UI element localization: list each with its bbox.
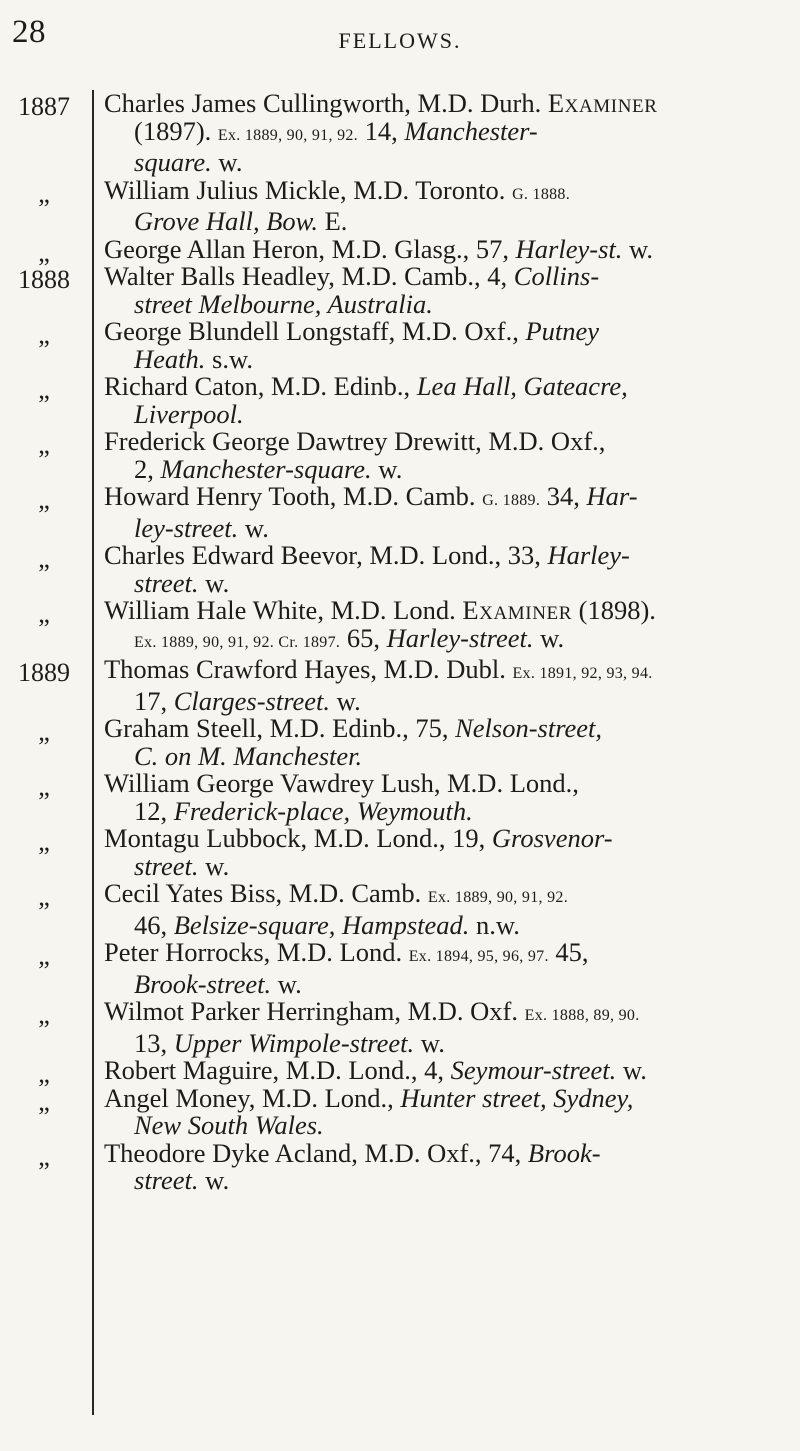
text-segment: s.w. <box>205 343 253 374</box>
text-segment: George Blundell Longstaff, M.D. Oxf., <box>104 316 526 346</box>
fellow-entry <box>0 715 800 770</box>
text-segment: Theodore Dyke Acland, M.D. Oxf., 74, <box>104 1137 528 1168</box>
exam-record-segment: Ex. 1889, 90, 91, 92. <box>427 889 568 906</box>
exam-record-segment: Ex. 1888, 89, 90. <box>524 1007 640 1024</box>
fellow-entry <box>0 90 800 177</box>
office-segment: Examiner <box>547 88 658 118</box>
entry-continuation-line <box>104 1167 784 1195</box>
entry-continuation-line <box>104 208 784 236</box>
text-segment: w. <box>330 685 361 716</box>
entry-first-line <box>104 233 784 264</box>
entry-continuation-line <box>104 512 784 543</box>
election-year: 1887 <box>18 92 70 121</box>
fellow-text <box>104 998 784 1057</box>
entry-first-line <box>104 770 784 798</box>
address-segment: New South Wales. <box>134 1110 324 1140</box>
fellow-entry <box>0 656 800 715</box>
address-segment: Clarges-street. <box>173 685 331 716</box>
text-segment: Richard Caton, M.D. Edinb., <box>104 371 417 401</box>
text-segment: William Hale White, M.D. Lond. <box>104 595 463 625</box>
election-year: „ <box>38 178 50 208</box>
fellow-entry <box>0 318 800 373</box>
fellow-entry <box>0 542 800 597</box>
exam-record-segment: G. 1888. <box>512 185 571 203</box>
entry-first-line <box>104 998 784 1030</box>
entry-continuation-line <box>104 567 784 598</box>
fellow-entry <box>0 770 800 825</box>
fellow-entry <box>0 1055 800 1088</box>
fellow-text <box>104 825 784 880</box>
fellow-entry <box>0 263 800 318</box>
text-segment: Walter Balls Headley, M.D. Camb., 4, <box>104 261 514 291</box>
entry-continuation-line <box>104 968 784 999</box>
address-segment: Harley-st. <box>515 233 623 264</box>
text-segment: w. <box>616 1055 647 1085</box>
address-segment: street. <box>134 1165 199 1195</box>
fellow-text <box>104 770 784 825</box>
election-year: „ <box>38 717 50 746</box>
fellow-text <box>104 174 784 236</box>
entry-first-line <box>104 90 784 118</box>
text-segment: George Allan Heron, M.D. Glasg., 57, <box>104 233 516 264</box>
text-segment: Frederick George Dawtrey Drewitt, M.D. Oxf., <box>104 426 606 456</box>
address-segment: ley-street. <box>134 512 239 543</box>
address-segment: Nelson-street, <box>455 713 603 743</box>
fellow-text <box>104 656 784 715</box>
election-year: „ <box>38 544 50 573</box>
text-segment: Charles Edward Beevor, M.D. Lond., 33, <box>104 540 548 570</box>
fellow-text <box>104 428 784 483</box>
text-segment: Robert Maguire, M.D. Lond., 4, <box>104 1055 451 1085</box>
address-segment: Heath. <box>134 343 206 374</box>
entry-continuation-line <box>104 795 784 826</box>
text-segment: Angel Money, M.D. Lond., <box>104 1082 401 1113</box>
address-segment: Seymour-street. <box>450 1055 617 1085</box>
text-segment: Graham Steell, M.D. Edinb., 75, <box>104 713 456 743</box>
election-year: „ <box>38 941 50 970</box>
entry-first-line <box>104 715 784 743</box>
fellow-text <box>104 542 784 597</box>
fellow-entry <box>0 998 800 1057</box>
entry-first-line <box>104 373 784 401</box>
text-segment: Cecil Yates Biss, M.D. Camb. <box>104 878 428 908</box>
address-segment: Frederick-place, Weymouth. <box>173 795 473 826</box>
entry-continuation-line <box>104 115 784 150</box>
entry-first-line <box>104 318 784 346</box>
fellow-text <box>104 597 784 656</box>
entry-first-line <box>104 1137 784 1168</box>
address-segment: Grosvenor- <box>491 823 613 853</box>
address-segment: street Melbourne, Australia. <box>134 288 433 319</box>
election-year: 1889 <box>18 658 70 687</box>
election-year: 1888 <box>18 265 70 294</box>
text-segment: William George Vawdrey Lush, M.D. Lond., <box>104 768 579 798</box>
text-segment: Howard Henry Tooth, M.D. Camb. <box>104 481 483 511</box>
text-segment: 45, <box>548 937 589 967</box>
text-segment: w. <box>211 147 243 177</box>
election-year: „ <box>38 430 50 459</box>
address-segment: Lea Hall, Gateacre, <box>416 371 628 401</box>
fellow-entry <box>0 373 800 428</box>
text-segment: 14, <box>357 115 405 146</box>
fellow-text <box>104 1082 784 1140</box>
fellow-entry <box>0 880 800 939</box>
text-segment: w. <box>622 233 654 264</box>
address-segment: Harley- <box>547 540 630 570</box>
text-segment: w. <box>533 622 565 653</box>
fellow-text <box>104 483 784 542</box>
entry-continuation-line <box>104 1112 784 1140</box>
address-segment: Collins- <box>513 261 600 291</box>
entry-continuation-line <box>104 343 784 374</box>
address-segment: C. on M. Manchester. <box>134 740 363 771</box>
election-year: „ <box>38 1059 50 1088</box>
address-segment: Brook-street. <box>134 968 272 999</box>
entry-continuation-line <box>104 740 784 771</box>
text-segment: Peter Horrocks, M.D. Lond. <box>104 937 409 967</box>
text-segment: w. <box>198 1165 230 1195</box>
text-segment: Charles James Cullingworth, M.D. Durh. <box>104 88 548 118</box>
exam-record-segment: Ex. 1889, 90, 91, 92. <box>217 126 358 144</box>
entry-continuation-line <box>104 909 784 940</box>
entry-first-line <box>104 263 784 291</box>
address-segment: Grove Hall, Bow. <box>134 206 318 236</box>
text-segment: Montagu Lubbock, M.D. Lond., 19, <box>104 823 492 853</box>
text-segment: w. <box>238 512 269 543</box>
text-segment: w. <box>198 850 230 881</box>
entry-first-line <box>104 880 784 912</box>
entry-continuation-line <box>104 1027 784 1058</box>
election-year: „ <box>38 485 50 514</box>
address-segment: Upper Wimpole-street. <box>173 1027 415 1058</box>
fellow-entry <box>0 825 800 880</box>
office-segment: Examiner <box>462 595 572 625</box>
address-segment: Hunter street, Sydney, <box>400 1082 634 1113</box>
entry-first-line <box>104 597 784 625</box>
text-segment: (1897). <box>134 115 218 146</box>
text-segment: 13, <box>134 1027 174 1058</box>
exam-record-segment: Ex. 1894, 95, 96, 97. <box>408 948 549 965</box>
text-segment: w. <box>198 567 230 598</box>
text-segment: 17, <box>134 685 174 716</box>
text-segment: 2, <box>134 453 161 484</box>
entry-first-line <box>104 939 784 971</box>
address-segment: Brook- <box>527 1137 601 1168</box>
entry-continuation-line <box>104 398 784 429</box>
fellow-text <box>104 939 784 998</box>
text-segment: 65, <box>340 622 387 653</box>
fellow-text <box>104 373 784 428</box>
entry-first-line <box>104 542 784 570</box>
text-segment: w. <box>414 1027 445 1058</box>
election-year: „ <box>38 1000 50 1029</box>
entry-first-line <box>104 656 784 688</box>
fellow-entry <box>0 597 800 656</box>
entry-first-line <box>104 428 784 456</box>
election-year: „ <box>38 882 50 911</box>
entry-first-line <box>104 825 784 853</box>
fellow-text <box>104 318 784 373</box>
fellow-text <box>104 715 784 770</box>
text-segment: 34, <box>540 481 587 511</box>
election-year: „ <box>38 320 50 349</box>
fellow-entry <box>0 483 800 542</box>
fellow-entry <box>0 939 800 998</box>
text-segment: E. <box>318 206 348 236</box>
address-segment: Har- <box>586 481 638 511</box>
text-segment: w. <box>371 453 403 484</box>
entry-continuation-line <box>104 685 784 716</box>
running-head: FELLOWS. <box>338 28 462 53</box>
entry-continuation-line <box>104 850 784 881</box>
fellow-entry <box>0 1082 800 1140</box>
fellow-entry <box>0 428 800 483</box>
exam-record-segment: Ex. 1891, 92, 93, 94. <box>512 665 653 682</box>
entry-continuation-line <box>104 288 784 319</box>
election-year: „ <box>38 772 50 801</box>
entry-continuation-line <box>104 453 784 484</box>
entry-continuation-line <box>104 149 784 177</box>
election-year: „ <box>38 375 50 404</box>
address-segment: Belsize-square, Hampstead. <box>173 909 470 940</box>
address-segment: street. <box>134 567 199 598</box>
address-segment: street. <box>134 850 199 881</box>
entry-continuation-line <box>104 622 784 657</box>
fellow-entry <box>0 233 800 267</box>
page-number: 28 <box>12 14 46 50</box>
election-year: „ <box>38 599 50 628</box>
fellow-text <box>104 880 784 939</box>
election-year: „ <box>38 1141 50 1171</box>
entry-first-line <box>104 483 784 515</box>
text-segment: w. <box>271 968 302 999</box>
text-segment: (1898). <box>572 595 656 625</box>
entry-first-line <box>104 174 784 209</box>
text-segment: 46, <box>134 909 174 940</box>
text-segment: Wilmot Parker Herringham, M.D. Oxf. <box>104 996 525 1026</box>
fellow-text <box>104 263 784 318</box>
exam-record-segment: Ex. 1889, 90, 91, 92. Cr. 1897. <box>134 633 341 651</box>
address-segment: Harley-street. <box>386 622 534 653</box>
address-segment: Manchester- <box>404 115 538 146</box>
text-segment: 12, <box>134 795 174 826</box>
fellow-entry <box>0 1137 800 1195</box>
text-segment: William Julius Mickle, M.D. Toronto. <box>104 174 513 205</box>
entry-first-line <box>104 1082 784 1113</box>
election-year: „ <box>38 1086 50 1116</box>
text-segment: Thomas Crawford Hayes, M.D. Dubl. <box>104 654 513 684</box>
text-segment: n.w. <box>469 909 520 940</box>
address-segment: Manchester-square. <box>160 453 372 484</box>
fellow-text <box>104 233 784 264</box>
election-year: „ <box>38 827 50 856</box>
address-segment: Putney <box>525 316 600 346</box>
fellow-entry <box>0 174 800 236</box>
fellow-text <box>104 1057 784 1085</box>
address-segment: Liverpool. <box>134 398 244 429</box>
address-segment: square. <box>134 147 212 177</box>
fellow-text <box>104 90 784 177</box>
exam-record-segment: G. 1889. <box>482 492 541 509</box>
fellows-list <box>0 90 800 1195</box>
election-year: „ <box>38 237 50 267</box>
fellow-text <box>104 1137 784 1195</box>
entry-first-line <box>104 1057 784 1085</box>
